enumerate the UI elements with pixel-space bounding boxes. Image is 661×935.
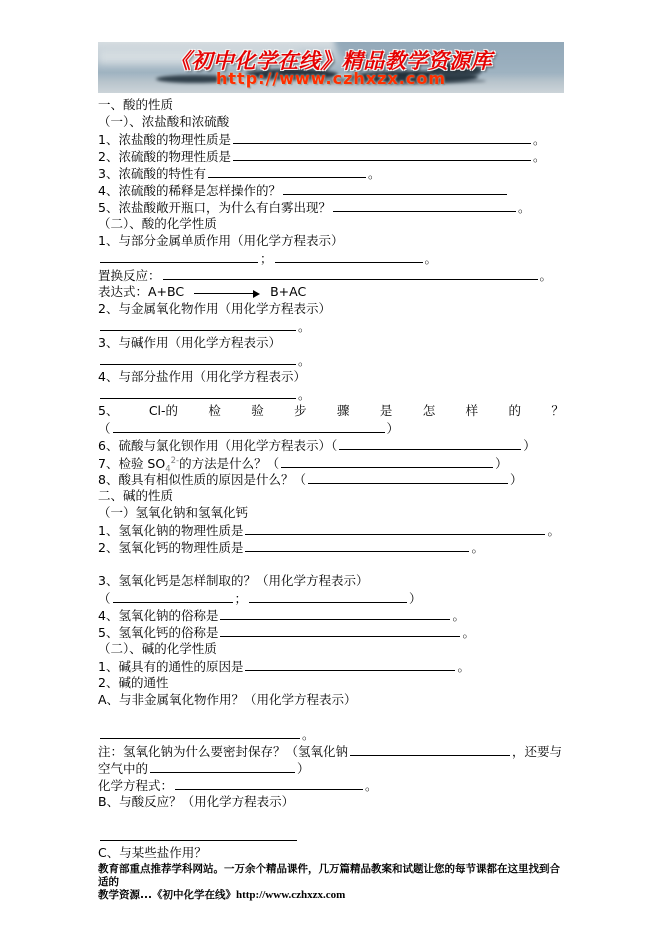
doc-line [98,198,564,215]
fill-blank [249,589,407,603]
doc-line [98,181,564,198]
doc-line [98,436,564,453]
line-text: ） [495,456,508,472]
line-text: 的 [508,403,522,418]
line-text: 2、与金属氧化物作用（用化学方程表示） [98,301,331,316]
doc-line [98,504,564,521]
fill-blank [100,385,296,399]
fill-blank [220,606,450,620]
line-text: 4、氢氧化钠的俗称是 [98,608,219,623]
line-text: 3、浓硫酸的特性有 [98,166,206,181]
line-text: ； [234,591,248,606]
doc-line [98,776,564,793]
fill-blank [245,538,469,552]
line-text: 4、浓硫酸的稀释是怎样操作的？ [98,183,281,198]
line-text: ，还要与 [512,744,563,759]
line-text: 。 [547,523,560,538]
fill-blank [245,657,455,671]
line-text: 。 [298,353,311,368]
line-text: 一、酸的性质 [98,97,174,112]
doc-line [98,130,564,147]
fill-blank [150,759,295,773]
doc-line [98,402,564,419]
doc-line [98,300,564,317]
line-text: B+AC [270,284,307,299]
line-text: 2、浓硫酸的物理性质是 [98,149,231,164]
doc-line [98,844,564,861]
fill-blank [333,198,516,212]
doc-line [98,470,564,487]
fill-blank [233,147,531,161]
fill-blank [308,470,508,484]
fill-blank [275,249,423,263]
line-text: 。 [452,608,465,623]
banner-image [98,42,564,93]
line-text: 验 [251,403,264,418]
line-text: （二）、酸的化学性质 [98,216,217,231]
doc-line [98,742,564,759]
footer-url: http://www.czhxzx.com [235,889,346,901]
line-text: （ [98,591,111,606]
fill-blank [245,521,545,535]
doc-line [98,164,564,181]
doc-line [98,334,564,351]
doc-line [98,215,564,232]
doc-line [98,317,564,334]
doc-line [98,538,564,555]
line-text: 2、氢氧化钙的物理性质是 [98,540,244,555]
line-text: （二）、碱的化学性质 [98,641,217,656]
line-text: 7、检验 SO [98,456,166,472]
doc-line [98,487,564,504]
fill-blank [283,181,507,195]
doc-line [98,249,564,266]
fill-blank [100,317,296,331]
doc-line [98,589,564,606]
line-text: 。 [462,625,475,640]
footer-line2 [98,889,564,902]
doc-line [98,351,564,368]
doc-line [98,759,564,776]
doc-line [98,691,564,708]
doc-line [98,606,564,623]
fill-blank [113,589,233,603]
line-text: 2、碱的通性 [98,675,169,690]
line-text: 5、 [98,403,119,418]
line-text: 3、与碱作用（用化学方程表示） [98,335,281,350]
worksheet-body [98,96,564,861]
line-text: 。 [424,251,438,266]
line-text: 。 [302,727,315,742]
line-text: ） [523,438,536,453]
fill-blank [100,351,296,365]
line-text: 置换反应： [98,268,161,283]
line-text: 。 [367,166,381,181]
page-content [98,42,564,902]
fill-blank [175,776,363,790]
line-text: 。 [539,268,553,283]
line-text: B、与酸反应？（用化学方程表示） [98,794,295,809]
doc-line [98,793,564,810]
line-text: 。 [457,659,470,674]
doc-line [98,572,564,589]
line-text: 5、氢氧化钙的俗称是 [98,625,219,640]
line-text: 表达式：A+BC [98,284,185,299]
footer-line1: 教育部重点推荐学科网站。一万余个精品课件，几万篇精品教案和试题让您的每节课都在这里找到合适的 [98,863,560,888]
doc-line [98,385,564,402]
fill-blank [350,742,510,756]
doc-line [98,827,564,844]
line-text: （一）、浓盐酸和浓硫酸 [98,114,230,129]
line-text: 4、与部分盐作用（用化学方程表示） [98,369,306,384]
line-text: 怎 [422,403,436,418]
reaction-arrow-icon [194,287,260,296]
doc-line [98,657,564,674]
line-text: 。 [365,778,378,793]
footer [98,863,564,902]
line-text: 步 [294,403,307,418]
fill-blank [339,436,521,450]
line-text: 3、氢氧化钙是怎样制取的？（用化学方程表示） [98,573,369,588]
line-text: C、与某些盐作用？ [98,845,207,860]
line-text: A、与非金属氧化物作用？（用化学方程表示） [98,692,357,707]
line-text: 。 [298,387,311,402]
doc-line [98,623,564,640]
doc-line [98,453,564,475]
footer-site-name: 《初中化学在线》 [151,889,236,901]
line-text: 。 [471,540,484,555]
fill-blank [220,623,460,637]
fill-blank [233,130,531,144]
line-text: 8、酸具有相似性质的原因是什么？（ [98,472,306,487]
line-text: 骤 [337,403,350,418]
line-text: 。 [298,319,311,334]
line-text: 二、碱的性质 [98,488,174,503]
line-text: 1、碱具有的通性的原因是 [98,659,244,674]
line-text: ） [509,472,523,487]
banner-title: 《初中化学在线》精品教学资源库 [169,49,493,73]
fill-blank [100,827,297,841]
ion-subscript: 4 [165,464,171,475]
doc-line [98,674,564,691]
line-text: 的方法是什么？（ [179,456,280,472]
line-text: 。 [532,132,546,147]
doc-line [98,283,564,300]
line-text: 是 [379,403,393,418]
doc-line [98,147,564,164]
fill-blank [100,249,258,263]
doc-line [98,266,564,283]
fill-blank [163,266,538,280]
line-text: 。 [517,200,531,215]
line-text: 空气中的 [98,761,149,776]
line-text: 样 [465,403,479,418]
doc-line [98,521,564,538]
doc-line [98,232,564,249]
doc-line [98,640,564,657]
line-text: 注：氢氧化钠为什么要密封保存？（氢氧化钠 [98,744,349,759]
line-text: ） [297,761,310,776]
blank-line [98,708,564,725]
fill-blank [100,725,300,739]
line-text: 1、浓盐酸的物理性质是 [98,132,231,147]
line-text: ？ [551,403,564,418]
ion-superscript: 2- [170,456,180,466]
line-text: 6、硫酸与氯化钡作用（用化学方程表示）（ [98,438,338,453]
line-text: （ [98,421,111,436]
line-text: ； [260,251,273,266]
line-text: ） [386,421,400,436]
line-text: 5、浓盐酸敞开瓶口，为什么有白雾出现？ [98,200,331,215]
fill-blank [281,454,493,468]
footer-resource-text: 教学资源... [98,889,152,901]
line-text: 。 [532,149,546,164]
line-text: 1、氢氧化钠的物理性质是 [98,523,244,538]
line-text: 化学方程式： [98,778,174,793]
blank-line [98,810,564,827]
line-text: 1、与部分金属单质作用（用化学方程表示） [98,233,344,248]
doc-line [98,725,564,742]
blank-line [98,555,564,572]
line-text: （一）氢氧化钠和氢氧化钙 [98,505,249,520]
line-text: Cl-的 [148,403,179,418]
line-text: ） [409,591,422,606]
doc-line [98,419,564,436]
doc-line [98,96,564,113]
doc-line [98,113,564,130]
doc-line [98,368,564,385]
line-text: 检 [208,403,221,418]
fill-blank [208,164,366,178]
fill-blank [113,419,385,433]
banner-url: http://www.czhxzx.com [216,69,446,88]
